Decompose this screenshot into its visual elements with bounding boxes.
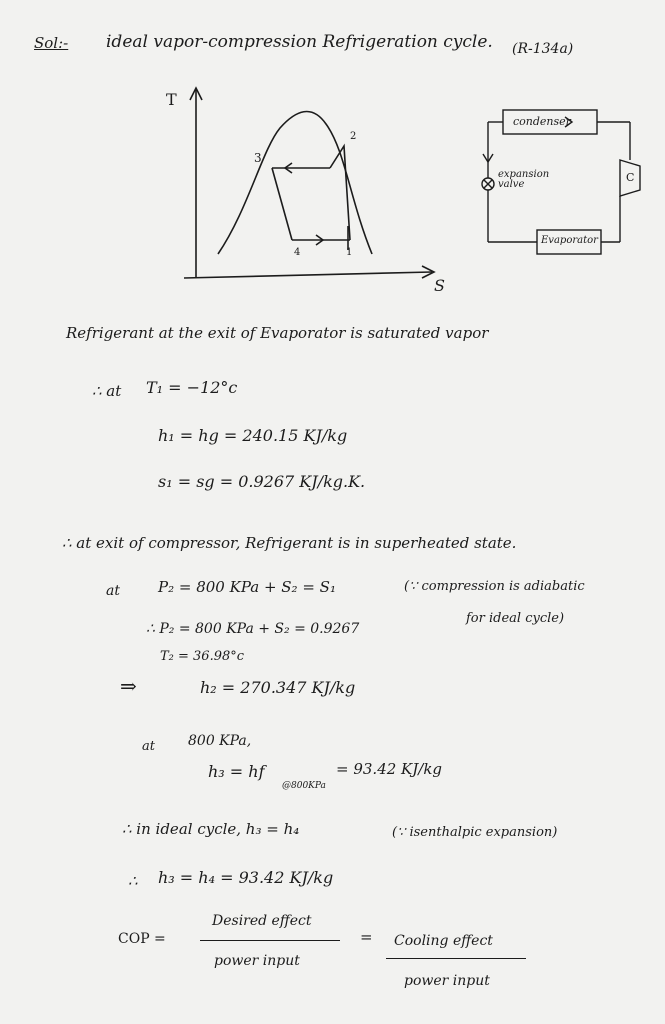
line-compressor-exit: ∴ at exit of compressor, Refrigerant is in superheated state.	[62, 534, 517, 552]
point-1-label: 1	[346, 247, 353, 258]
line-at-3: at	[142, 739, 155, 754]
cop-fraction-bar-2	[386, 958, 526, 959]
note-ideal-cycle: for ideal cycle)	[466, 611, 565, 626]
line-h3-h4: h₃ = h₄ = 93.42 KJ/kg	[158, 868, 334, 887]
t-axis-label: T	[166, 90, 177, 109]
cop-equals: =	[360, 928, 373, 946]
refrigerant-label: (R-134a)	[512, 41, 574, 57]
evaporator-label: Evaporator	[541, 235, 598, 246]
expansion-valve-label: expansion valve	[498, 169, 550, 190]
line-p2-s2: P₂ = 800 KPa + S₂ = S₁	[158, 578, 336, 596]
line-h3-subscript: @800KPa	[282, 781, 326, 791]
solution-label: Sol:-	[34, 34, 69, 52]
point-2-label: 2	[350, 131, 357, 142]
point-3-label: 3	[254, 151, 262, 165]
compression-line	[330, 146, 350, 240]
line-p2-value: ∴ P₂ = 800 KPa + S₂ = 0.9267	[146, 621, 360, 637]
therefore-symbol: ∴	[128, 872, 138, 890]
condenser-label: condenser	[513, 115, 571, 128]
cop-numerator-2: Cooling effect	[394, 933, 493, 949]
cop-denominator-2: power input	[404, 973, 490, 989]
line-t1: T₁ = −12°c	[146, 378, 238, 397]
line-s1: s₁ = sg = 0.9267 KJ/kg.K.	[158, 472, 366, 491]
line-at-prefix: ∴ at	[92, 382, 122, 400]
page-title: ideal vapor-compression Refrigeration cycle.	[106, 32, 493, 52]
point-4-label: 4	[294, 247, 301, 258]
cop-denominator-1: power input	[214, 953, 300, 969]
s-axis-label: S	[434, 276, 445, 295]
note-isenthalpic: (∵ isenthalpic expansion)	[392, 825, 558, 840]
cop-numerator-1: Desired effect	[212, 913, 312, 929]
implies-arrow: ⇒	[120, 674, 137, 698]
expansion-line	[272, 168, 292, 240]
line-t2: T₂ = 36.98°c	[160, 649, 245, 664]
line-h1: h₁ = hg = 240.15 KJ/kg	[158, 426, 348, 445]
line-evaporator-exit: Refrigerant at the exit of Evaporator is saturated vapor	[66, 324, 489, 342]
line-ideal-cycle: ∴ in ideal cycle, h₃ = h₄	[122, 820, 300, 838]
line-h3-value: = 93.42 KJ/kg	[336, 760, 443, 778]
line-at-2: at	[106, 583, 120, 599]
line-800kpa: 800 KPa,	[188, 733, 252, 749]
line-h3-hf: h₃ = hf	[208, 762, 265, 781]
note-compression-adiabatic: (∵ compression is adiabatic	[404, 579, 585, 594]
line-h2: h₂ = 270.347 KJ/kg	[200, 678, 356, 697]
compressor-label: C	[626, 171, 635, 184]
s-axis-line	[184, 272, 432, 278]
cop-fraction-bar-1	[200, 940, 340, 941]
cop-label: COP =	[118, 931, 166, 947]
